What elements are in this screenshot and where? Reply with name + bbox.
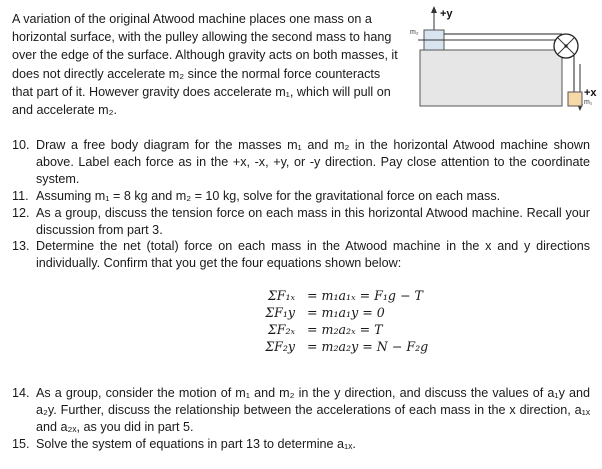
equation-rhs: = m₂a₂y = N − F₂g	[307, 339, 429, 354]
x-axis-label: +x	[584, 87, 597, 99]
equation-rhs: = m₁a₁y = 0	[307, 305, 385, 320]
question-number: 12.	[12, 205, 30, 220]
y-axis-label: +y	[440, 8, 453, 20]
equation-rhs: = m₂a₂ₓ = T	[307, 322, 383, 337]
mass-2-label: m₂	[410, 29, 419, 36]
question-text: Assuming m₁ = 8 kg and m₂ = 10 kg, solve for the gravitational force on each mass.	[36, 188, 501, 203]
question-text: As a group, consider the motion of m₁ and m₂ in the y direction, and discuss the values of a₁y and a₂y. Further, discuss the relationship between the accelerations of each mass in the x direction, a₁ₓ and a₂ₓ, as you did in part 5.	[36, 386, 590, 434]
mass-1-block	[568, 92, 582, 106]
pulley-hub	[564, 44, 567, 47]
question-12	[0, 205, 590, 239]
question-list-2	[0, 385, 590, 453]
question-text: Draw a free body diagram for the masses m₁ and m₂ in the horizontal Atwood machine shown above. Label each force as in the +x, -x, +y, or -y direction. Pay close attention to the coordinate system.	[36, 138, 590, 186]
question-text: Determine the net (total) force on each mass in the Atwood machine in the x and y directions individually. Confirm that you get the four equations shown below:	[36, 239, 590, 271]
equation-rhs: = m₁a₁ₓ = F₁g − T	[307, 288, 423, 303]
question-number: 11.	[12, 188, 29, 203]
question-number: 15.	[12, 436, 30, 451]
equation-lhs: ΣF₁ₓ	[267, 288, 295, 303]
question-number: 10.	[12, 138, 30, 152]
question-15	[0, 436, 590, 453]
question-10	[0, 137, 590, 188]
question-number: 13.	[12, 239, 30, 254]
question-11	[0, 188, 590, 205]
question-text: Solve the system of equations in part 13 to determine a₁ₓ.	[36, 436, 356, 451]
equation-lhs: ΣF₁y	[265, 305, 295, 320]
y-axis-arrowhead	[431, 6, 437, 13]
question-13	[0, 238, 590, 272]
equation-lhs: ΣF₂y	[265, 339, 295, 354]
question-14	[0, 385, 590, 436]
equation-lhs: ΣF₂ₓ	[267, 322, 295, 337]
question-text: As a group, discuss the tension force on each mass in this horizontal Atwood machine. Recall your discussion from part 3.	[36, 205, 590, 237]
mass-1-label: m₁	[584, 99, 593, 106]
question-list	[0, 133, 590, 272]
intro-paragraph: A variation of the original Atwood machine places one mass on a horizontal surface, with the pulley allowing the second mass to hang over the edge of the surface. Although gravity acts on both masses, it does not directly accelerate m₂ since the normal force counteracts that part of it. However gravity does accelerate m₁, which will pull on and accelerate m₂.	[12, 12, 398, 118]
atwood-figure	[408, 4, 598, 116]
question-number: 14.	[12, 386, 30, 400]
table-block	[420, 50, 562, 106]
